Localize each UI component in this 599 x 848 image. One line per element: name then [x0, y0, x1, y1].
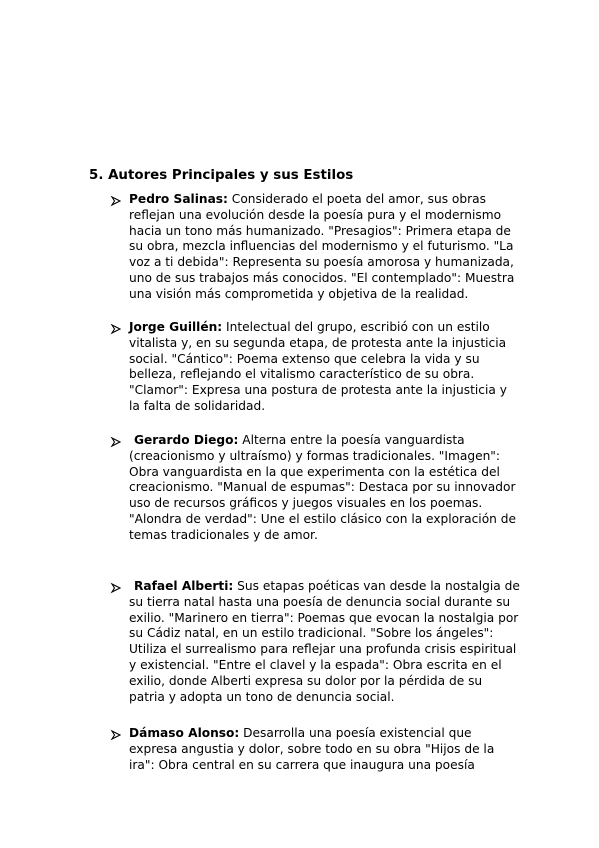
arrow-bullet-icon	[110, 195, 122, 207]
author-description: Sus etapas poéticas van desde la nostalgia de su tierra natal hasta una poesía de denuncia social durante su exilio. "Marinero en tierra": Poemas que evocan la nostalgia por su Cádiz natal, en un estilo tradicional. "Sobre los ángeles": Utiliza el surrealismo para reflejar una profunda crisis espiritual y existencial. "Entre el clavel y la espada": Obra escrita en el exilio, donde Alberti expresa su dolor por la pérdida de su patria y adopta un tono de denuncia social.	[129, 579, 520, 704]
author-entry-damaso-alonso	[129, 726, 521, 773]
arrow-bullet-icon	[110, 436, 122, 448]
author-entry-rafael-alberti	[129, 579, 521, 705]
author-name: Pedro Salinas:	[129, 192, 228, 206]
arrow-bullet-icon	[110, 582, 122, 594]
arrow-bullet-icon	[110, 323, 122, 335]
author-name: Dámaso Alonso:	[129, 726, 240, 740]
author-name: Gerardo Diego:	[134, 433, 239, 447]
arrow-bullet-icon	[110, 729, 122, 741]
author-description: Considerado el poeta del amor, sus obras reflejan una evolución desde la poesía pura y el modernismo hacia un tono más humanizado. "Presagios": Primera etapa de su obra, mezcla influencias del modernismo y el futurismo. "La voz a ti debida": Representa su poesía amorosa y humanizada, uno de sus trabajos más conocidos. "El contemplado": Muestra una visión más comprometida y objetiva de la realidad.	[129, 192, 515, 301]
author-entry-gerardo-diego	[129, 433, 521, 544]
author-description: Intelectual del grupo, escribió con un estilo vitalista y, en su segunda etapa, de protesta ante la injusticia social. "Cántico": Poema extenso que celebra la vida y su belleza, reflejando el vitalismo característico de su obra. "Clamor": Expresa una postura de protesta ante la injusticia y la falta de solidaridad.	[129, 320, 507, 413]
author-name: Rafael Alberti:	[134, 579, 234, 593]
author-description: Desarrolla una poesía existencial que expresa angustia y dolor, sobre todo en su obra "Hijos de la ira": Obra central en su carrera que inaugura una poesía	[129, 726, 495, 772]
author-entry-jorge-guillen	[129, 320, 521, 415]
author-entry-pedro-salinas	[129, 192, 521, 303]
section-title: 5. Autores Principales y sus Estilos	[89, 168, 354, 183]
author-description: Alterna entre la poesía vanguardista (creacionismo y ultraísmo) y formas tradicionales. "Imagen": Obra vanguardista en la que experimenta con la estética del creacionismo. "Manual de espumas": Destaca por su innovador uso de recursos gráficos y juegos visuales en los poemas. "Alondra de verdad": Une el estilo clásico con la exploración de temas tradicionales y de amor.	[129, 433, 516, 542]
author-name: Jorge Guillén:	[129, 320, 223, 334]
